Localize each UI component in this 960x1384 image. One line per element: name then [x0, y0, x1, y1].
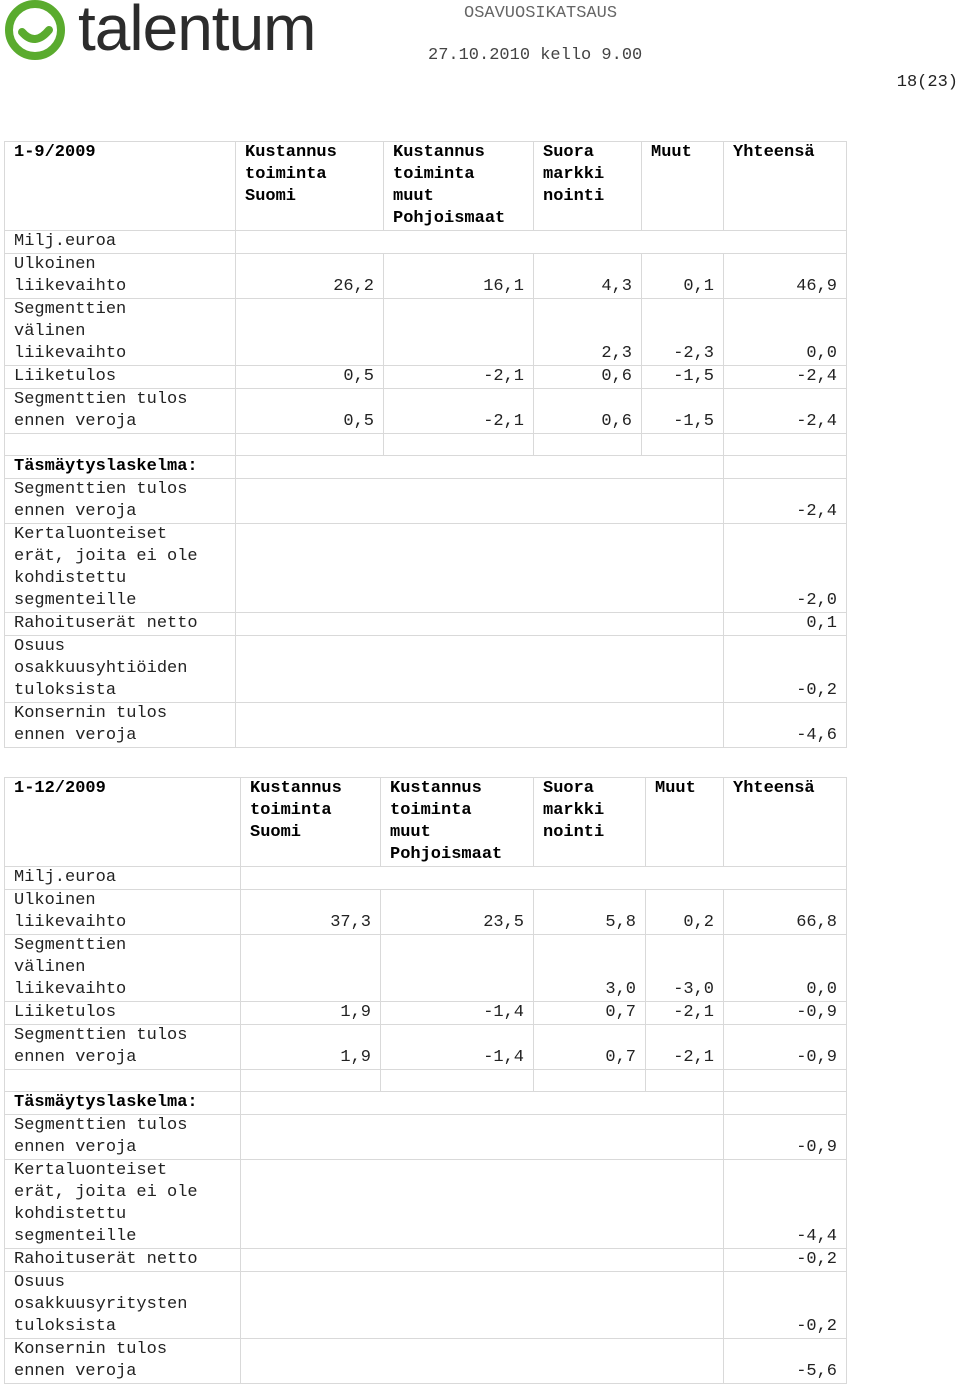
row-label: Ulkoinen liikevaihto: [5, 890, 241, 935]
cell-value: 1,9: [241, 1025, 381, 1070]
column-header: Muut: [646, 778, 724, 867]
reconciliation-row: [5, 703, 847, 748]
cell-value: 0,6: [534, 389, 642, 434]
cell-value: 5,8: [534, 890, 646, 935]
column-header: Kustannus toiminta muut Pohjoismaat: [381, 778, 534, 867]
row-label: Segmenttien tulos ennen veroja: [5, 389, 236, 434]
row-label: Rahoituserät netto: [5, 1249, 241, 1272]
table-row: [5, 1025, 847, 1070]
table-row: [5, 254, 847, 299]
cell-value: -0,2: [724, 1249, 847, 1272]
cell-value: 0,7: [534, 1002, 646, 1025]
cell-value: 1,9: [241, 1002, 381, 1025]
column-header: Suora markki nointi: [534, 778, 646, 867]
cell-value: -0,2: [724, 1272, 847, 1339]
table-row: [5, 935, 847, 1002]
table-row: [5, 389, 847, 434]
column-header: Kustannus toiminta Suomi: [236, 142, 384, 231]
segment-table-1-12-2009: [4, 777, 847, 1384]
cell-value: [241, 935, 381, 1002]
row-label: Osuus osakkuusyritysten tuloksista: [5, 1272, 241, 1339]
column-header: Yhteensä: [724, 778, 847, 867]
cell-value: -2,4: [724, 479, 847, 524]
row-label: Segmenttien välinen liikevaihto: [5, 935, 241, 1002]
column-header: Muut: [642, 142, 724, 231]
row-label: Segmenttien välinen liikevaihto: [5, 299, 236, 366]
cell-value: 26,2: [236, 254, 384, 299]
table-row: [5, 890, 847, 935]
cell-value: 4,3: [534, 254, 642, 299]
cell-value: -2,1: [384, 389, 534, 434]
cell-value: -0,9: [724, 1115, 847, 1160]
row-label: Konsernin tulos ennen veroja: [5, 1339, 241, 1384]
row-label: Liiketulos: [5, 366, 236, 389]
reconciliation-row: [5, 1115, 847, 1160]
cell-value: -2,1: [646, 1025, 724, 1070]
spacer-row: [5, 434, 847, 456]
cell-value: -4,6: [724, 703, 847, 748]
reconciliation-title: Täsmäytyslaskelma:: [5, 1092, 241, 1115]
reconciliation-row: [5, 636, 847, 703]
reconciliation-row: [5, 1160, 847, 1249]
cell-value: 0,6: [534, 366, 642, 389]
unit-label: Milj.euroa: [5, 867, 241, 890]
cell-value: 23,5: [381, 890, 534, 935]
cell-value: -1,4: [381, 1025, 534, 1070]
period-label: 1-12/2009: [5, 778, 241, 867]
reconciliation-row: [5, 1272, 847, 1339]
row-label: Osuus osakkuusyhtiöiden tuloksista: [5, 636, 236, 703]
reconciliation-row: [5, 613, 847, 636]
cell-value: -5,6: [724, 1339, 847, 1384]
cell-value: 0,5: [236, 389, 384, 434]
column-header: Kustannus toiminta Suomi: [241, 778, 381, 867]
cell-value: 0,0: [724, 935, 847, 1002]
row-label: Kertaluonteiset erät, joita ei ole kohdistettu segmenteille: [5, 1160, 241, 1249]
row-label: Liiketulos: [5, 1002, 241, 1025]
cell-value: -1,5: [642, 389, 724, 434]
row-label: Konsernin tulos ennen veroja: [5, 703, 236, 748]
spacer-row: [5, 1070, 847, 1092]
document-title: OSAVUOSIKATSAUS: [464, 4, 618, 23]
row-label: Segmenttien tulos ennen veroja: [5, 1115, 241, 1160]
unit-row: [5, 867, 847, 890]
table-row: [5, 1002, 847, 1025]
document-date: 27.10.2010 kello 9.00: [428, 46, 643, 65]
row-label: Ulkoinen liikevaihto: [5, 254, 236, 299]
cell-value: [384, 299, 534, 366]
unit-label: Milj.euroa: [5, 231, 236, 254]
cell-value: 0,0: [724, 299, 847, 366]
cell-value: -2,1: [646, 1002, 724, 1025]
segment-table-1-9-2009: [4, 141, 847, 748]
cell-value: 0,2: [646, 890, 724, 935]
talentum-logo: [4, 0, 354, 62]
cell-value: 16,1: [384, 254, 534, 299]
reconciliation-row: [5, 1339, 847, 1384]
reconciliation-row: [5, 1249, 847, 1272]
reconciliation-title-row: [5, 456, 847, 479]
cell-value: 0,7: [534, 1025, 646, 1070]
cell-value: 0,5: [236, 366, 384, 389]
cell-value: -2,1: [384, 366, 534, 389]
cell-value: -0,2: [724, 636, 847, 703]
cell-value: -2,3: [642, 299, 724, 366]
reconciliation-title-row: [5, 1092, 847, 1115]
talentum-logo-mark-icon: [4, 0, 74, 62]
period-label: 1-9/2009: [5, 142, 236, 231]
cell-value: 0,1: [724, 613, 847, 636]
table-row: [5, 299, 847, 366]
table-row: [5, 366, 847, 389]
table-header-row: [5, 142, 847, 231]
cell-value: -4,4: [724, 1160, 847, 1249]
cell-value: 46,9: [724, 254, 847, 299]
reconciliation-title: Täsmäytyslaskelma:: [5, 456, 236, 479]
cell-value: -2,0: [724, 524, 847, 613]
reconciliation-row: [5, 479, 847, 524]
reconciliation-row: [5, 524, 847, 613]
cell-value: -2,4: [724, 366, 847, 389]
unit-row: [5, 231, 847, 254]
cell-value: -2,4: [724, 389, 847, 434]
cell-value: -1,4: [381, 1002, 534, 1025]
cell-value: -3,0: [646, 935, 724, 1002]
column-header: Suora markki nointi: [534, 142, 642, 231]
cell-value: [236, 299, 384, 366]
cell-value: 0,1: [642, 254, 724, 299]
row-label: Kertaluonteiset erät, joita ei ole kohdistettu segmenteille: [5, 524, 236, 613]
page-number: 18(23): [896, 73, 958, 92]
cell-value: [381, 935, 534, 1002]
row-label: Rahoituserät netto: [5, 613, 236, 636]
cell-value: 66,8: [724, 890, 847, 935]
cell-value: -0,9: [724, 1002, 847, 1025]
cell-value: 37,3: [241, 890, 381, 935]
cell-value: 3,0: [534, 935, 646, 1002]
logo-wordmark: talentum: [78, 0, 316, 64]
cell-value: 2,3: [534, 299, 642, 366]
column-header: Kustannus toiminta muut Pohjoismaat: [384, 142, 534, 231]
row-label: Segmenttien tulos ennen veroja: [5, 1025, 241, 1070]
cell-value: -0,9: [724, 1025, 847, 1070]
column-header: Yhteensä: [724, 142, 847, 231]
row-label: Segmenttien tulos ennen veroja: [5, 479, 236, 524]
cell-value: -1,5: [642, 366, 724, 389]
table-header-row: [5, 778, 847, 867]
